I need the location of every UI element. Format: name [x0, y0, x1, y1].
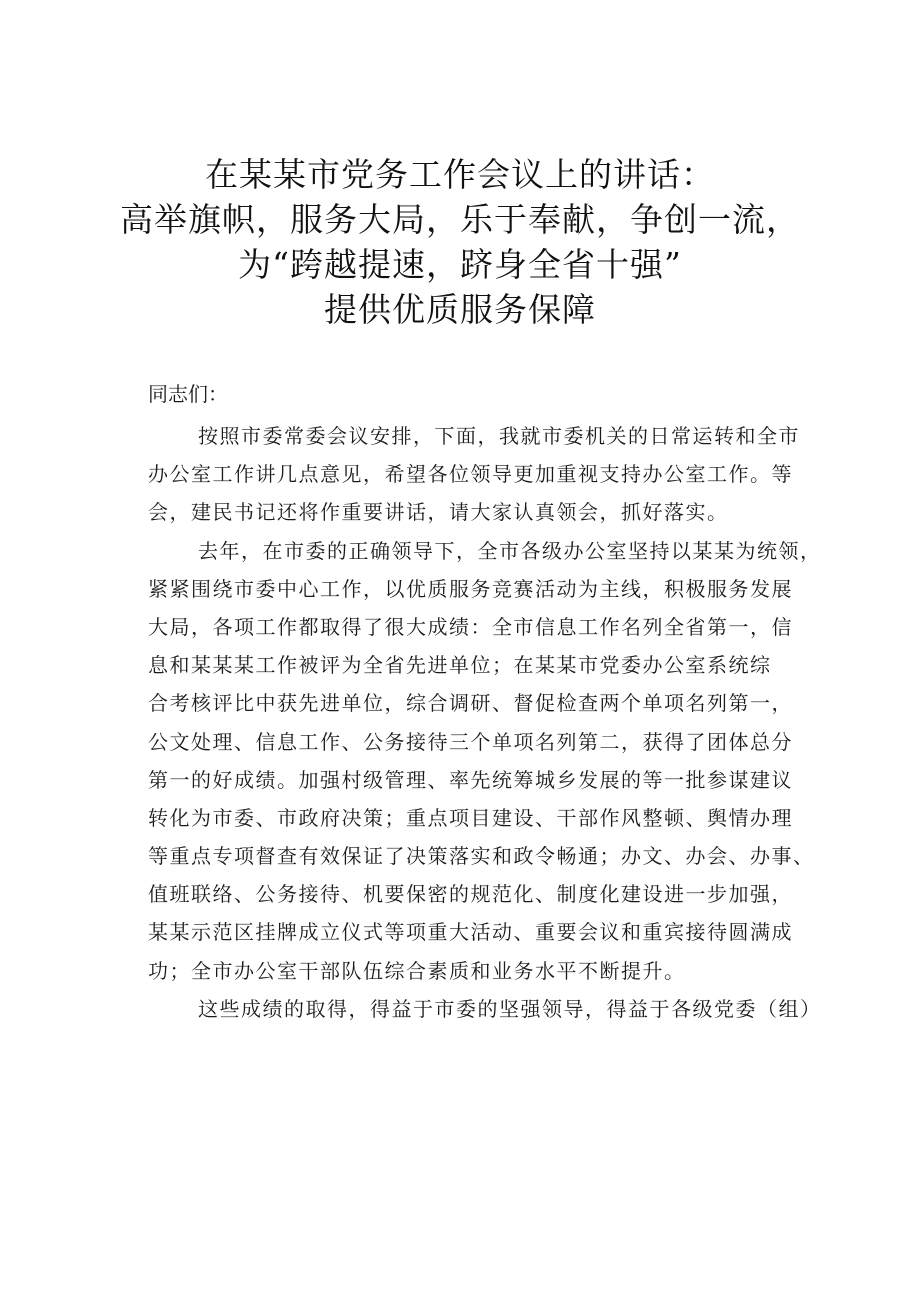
title-line-1: 在某某市党务工作会议上的讲话： — [205, 155, 715, 194]
paragraph-3 — [148, 990, 822, 1028]
paragraph-line: 紧紧围绕市委中心工作，以优质服务竞赛活动为主线，积极服务发展 — [148, 576, 793, 601]
paragraph-line: 这些成绩的取得，得益于市委的坚强领导，得益于各级党委（组） — [198, 996, 822, 1021]
title-line-4: 提供优质服务保障 — [324, 290, 596, 329]
paragraph-line: 公文处理、信息工作、公务接待三个单项名列第二，获得了团体总分 — [148, 729, 793, 754]
paragraph-line: 大局，各项工作都取得了很大成绩：全市信息工作名列全省第一，信 — [148, 614, 793, 639]
paragraph-line: 某某示范区挂牌成立仪式等项重大活动、重要会议和重宾接待圆满成 — [148, 920, 793, 945]
paragraph-line: 按照市委常委会议安排，下面，我就市委机关的日常运转和全市 — [198, 424, 800, 448]
salutation: 同志们： — [148, 382, 228, 406]
paragraph-2 — [148, 532, 822, 990]
paragraph-line: 去年，在市委的正确领导下，全市各级办公室坚持以某某为统领， — [198, 538, 822, 563]
paragraph-line: 等重点专项督查有效保证了决策落实和政令畅通；办文、办会、办事、 — [148, 844, 815, 869]
paragraph-line: 功；全市办公室干部队伍综合素质和业务水平不断提升。 — [148, 958, 686, 983]
paragraph-line: 合考核评比中获先进单位，综合调研、督促检查两个单项名列第一， — [148, 691, 793, 716]
speech-body — [148, 375, 822, 1028]
paragraph-1 — [148, 417, 810, 532]
title-line-3: 为“跨越提速，跻身全省十强” — [238, 245, 682, 284]
paragraph-line: 办公室工作讲几点意见，希望各位领导更加重视支持办公室工作。等 — [148, 462, 793, 487]
title-line-2: 高举旗帜，服务大局，乐于奉献，争创一流， — [120, 200, 800, 239]
paragraph-line: 值班联络、公务接待、机要保密的规范化、制度化建设进一步加强， — [148, 882, 793, 907]
paragraph-line: 会，建民书记还将作重要讲话，请大家认真领会，抓好落实。 — [148, 500, 729, 525]
paragraph-line: 第一的好成绩。加强村级管理、率先统筹城乡发展的等一批参谋建议 — [148, 767, 793, 792]
speech-title — [100, 152, 820, 332]
paragraph-line: 息和某某某工作被评为全省先进单位；在某某市党委办公室系统综 — [148, 653, 772, 678]
paragraph-line: 转化为市委、市政府决策；重点项目建设、干部作风整顿、舆情办理 — [148, 805, 793, 830]
